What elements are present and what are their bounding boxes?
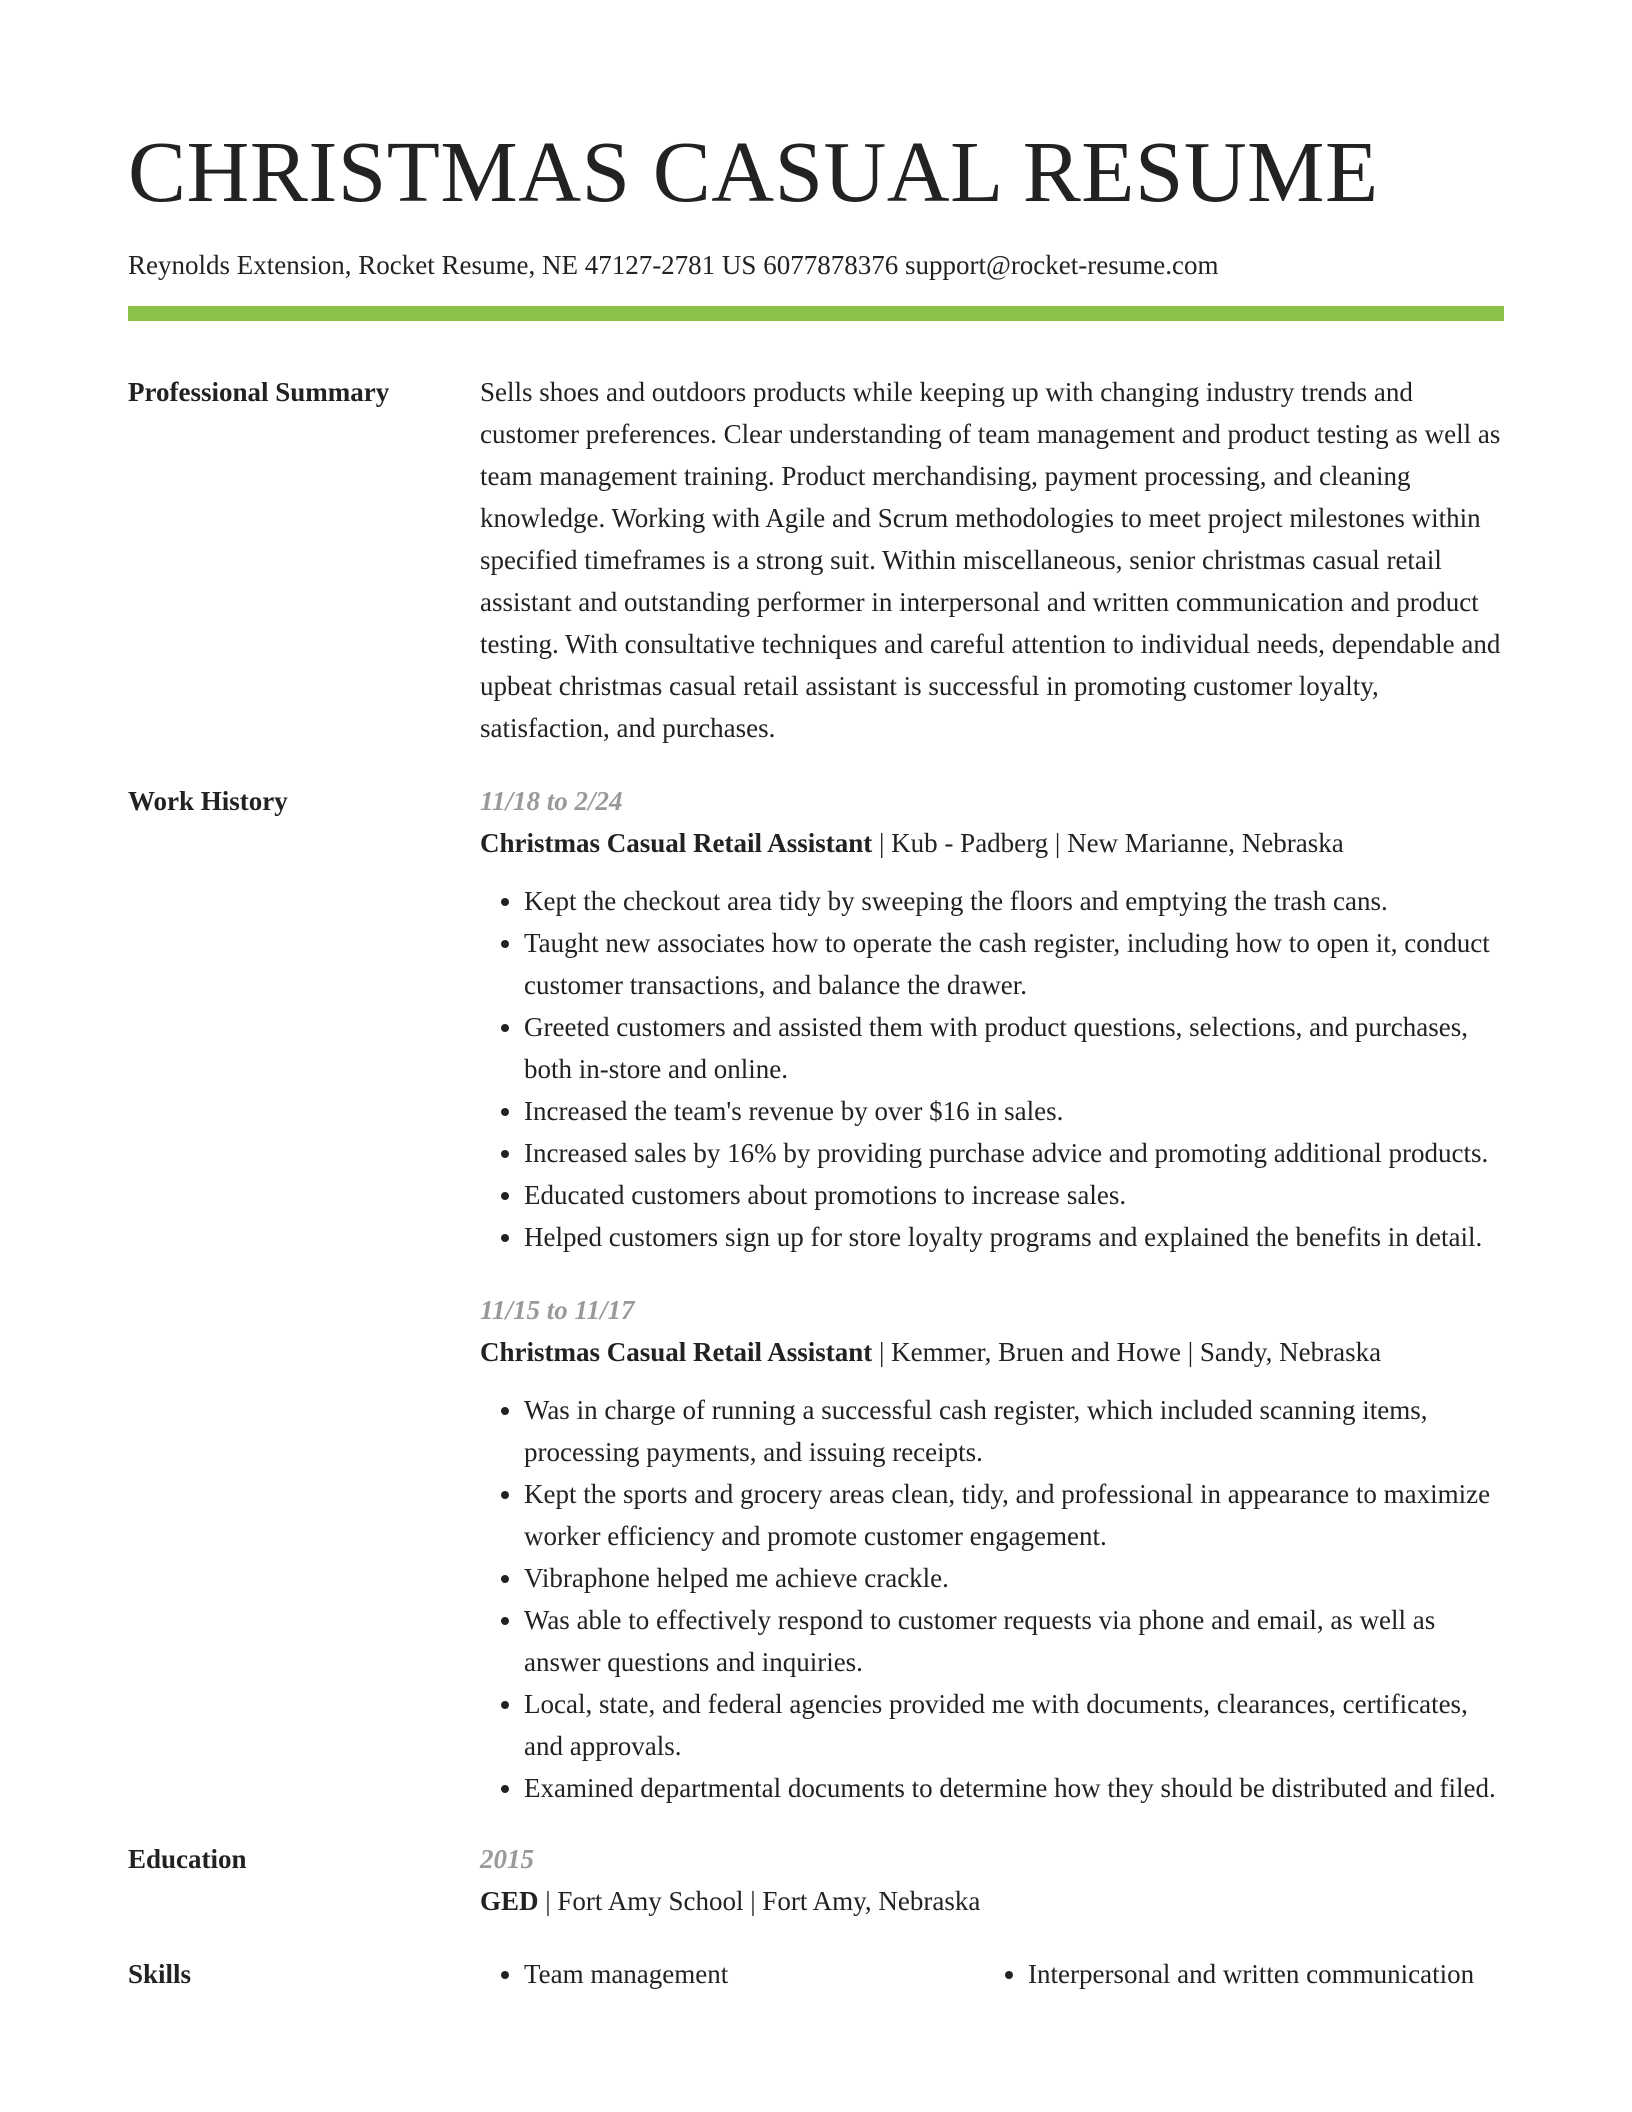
education-section (128, 1838, 1504, 1922)
job-bullet: • Greeted customers and assisted them with product questions, selections, and purchases, both in-store and online. (524, 1006, 1504, 1090)
job-bullet: • Increased sales by 16% by providing purchase advice and promoting additional products. (524, 1132, 1504, 1174)
job-bullet: • Increased the team's revenue by over $16 in sales. (524, 1090, 1504, 1132)
job-entry (480, 1289, 1504, 1809)
job-bullet: • Kept the checkout area tidy by sweeping the floors and emptying the trash cans. (524, 880, 1504, 922)
job-title: Christmas Casual Retail Assistant (480, 1337, 873, 1367)
job-bullet: • Vibraphone helped me achieve crackle. (524, 1557, 1504, 1599)
job-title: Christmas Casual Retail Assistant (480, 828, 873, 858)
work-history-section (128, 780, 1504, 1809)
job-bullet: • Local, state, and federal agencies provided me with documents, clearances, certificates, and approvals. (524, 1683, 1504, 1767)
education-degree: GED (480, 1886, 539, 1916)
education-school-location: | Fort Amy School | Fort Amy, Nebraska (538, 1886, 981, 1916)
skills-list-right (984, 1953, 1475, 1995)
job-bullet: • Kept the sports and grocery areas clean, tidy, and professional in appearance to maximize worker efficiency and promote customer engagement. (524, 1473, 1504, 1557)
summary-section (128, 371, 1504, 749)
job-dates: 11/15 to 11/17 (480, 1295, 635, 1325)
accent-divider (128, 306, 1504, 321)
job-bullet-list (480, 880, 1504, 1258)
resume-page (128, 0, 1504, 1995)
resume-title: CHRISTMAS CASUAL RESUME (128, 123, 1379, 220)
job-position-line (480, 822, 1504, 864)
skills-grid (480, 1953, 1504, 1995)
education-year: 2015 (480, 1844, 534, 1874)
job-bullet: • Helped customers sign up for store loyalty programs and explained the benefits in detail. (524, 1216, 1504, 1258)
skill-item: • Team management (524, 1953, 984, 1995)
summary-body (480, 371, 1504, 749)
contact-line: Reynolds Extension, Rocket Resume, NE 47127-2781 US 6077878376 support@rocket-resume.com (128, 250, 1219, 280)
job-employer-location: | Kub - Padberg | New Marianne, Nebraska (872, 828, 1344, 858)
job-bullet: • Was able to effectively respond to customer requests via phone and email, as well as answer questions and inquiries. (524, 1599, 1504, 1683)
job-bullet: • Was in charge of running a successful cash register, which included scanning items, processing payments, and issuing receipts. (524, 1389, 1504, 1473)
job-bullet: • Examined departmental documents to determine how they should be distributed and filed. (524, 1767, 1504, 1809)
skills-section (128, 1953, 1504, 1995)
skills-list-left (480, 1953, 984, 1995)
summary-label: Professional Summary (128, 377, 390, 407)
job-dates: 11/18 to 2/24 (480, 786, 623, 816)
job-position-line (480, 1331, 1504, 1373)
job-bullet-list (480, 1389, 1504, 1809)
skill-item: • Interpersonal and written communication (1028, 1953, 1464, 1995)
education-body (480, 1838, 1504, 1922)
work-history-body (480, 780, 1504, 1809)
job-bullet: • Educated customers about promotions to increase sales. (524, 1174, 1504, 1216)
work-history-label: Work History (128, 786, 288, 816)
job-employer-location: | Kemmer, Bruen and Howe | Sandy, Nebraska (872, 1337, 1382, 1367)
job-entry (480, 780, 1504, 1258)
summary-text: Sells shoes and outdoors products while keeping up with changing industry trends and customer preferences. Clear understanding of team management and product testing as well as team management training. Product merchandising, payment processing, and cleaning knowledge. Working with Agile and Scrum methodologies to meet project milestones within specified timeframes is a strong suit. Within miscellaneous, senior christmas casual retail assistant and outstanding performer in interpersonal and written communication and product testing. With consultative techniques and careful attention to individual needs, dependable and upbeat christmas casual retail assistant is successful in promoting customer loyalty, satisfaction, and purchases. (480, 377, 1501, 743)
education-line (480, 1880, 1504, 1922)
skills-label: Skills (128, 1959, 192, 1989)
job-bullet: • Taught new associates how to operate the cash register, including how to open it, conduct customer transactions, and balance the drawer. (524, 922, 1504, 1006)
education-label: Education (128, 1844, 247, 1874)
